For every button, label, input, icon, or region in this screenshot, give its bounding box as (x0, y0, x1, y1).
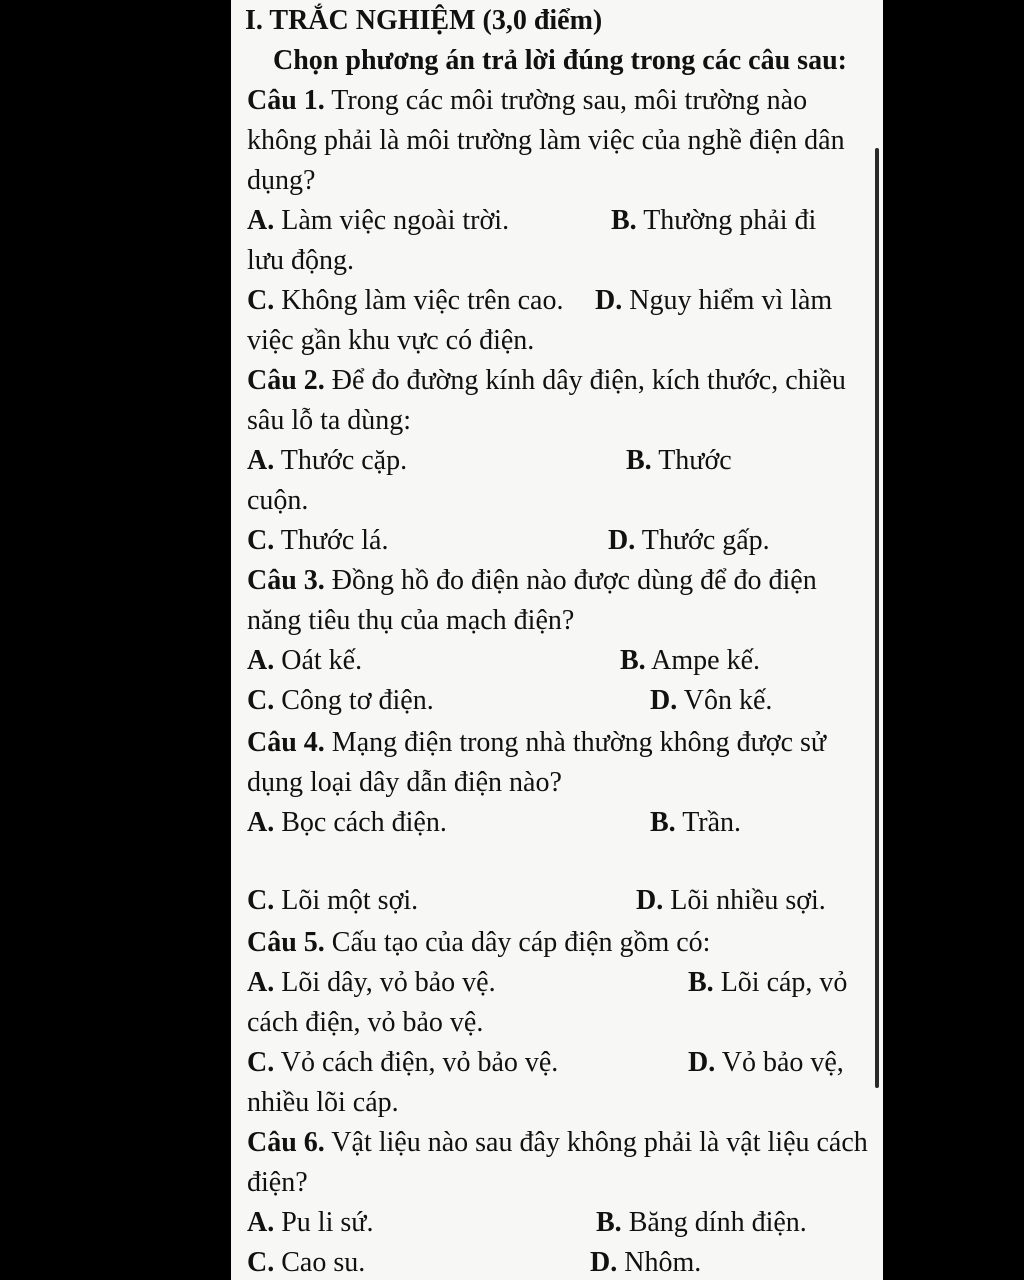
question-2-stem-line-1: Câu 2. Để đo đường kính dây điện, kích thước, chiều (247, 365, 846, 396)
vertical-scrollbar[interactable] (875, 148, 879, 1088)
question-4-option-a[interactable]: A. Bọc cách điện. (247, 807, 447, 838)
question-2-option-b-continued: cuộn. (247, 485, 309, 516)
question-5-option-d[interactable]: D. Vỏ bảo vệ, (688, 1047, 844, 1078)
question-3-option-a[interactable]: A. Oát kế. (247, 645, 363, 676)
question-3-option-b[interactable]: B. Ampe kế. (620, 645, 761, 676)
question-5-option-b-continued: cách điện, vỏ bảo vệ. (247, 1007, 484, 1038)
question-1-stem-line-1: Câu 1. Trong các môi trường sau, môi trường nào (247, 85, 808, 116)
question-1-option-b-continued: lưu động. (247, 245, 354, 276)
question-6-option-a[interactable]: A. Pu li sứ. (247, 1207, 374, 1238)
question-3-option-d[interactable]: D. Vôn kế. (650, 685, 773, 716)
question-3-option-c[interactable]: C. Công tơ điện. (247, 685, 434, 716)
question-1-option-a[interactable]: A. Làm việc ngoài trời. (247, 205, 510, 236)
question-6-stem-line-1: Câu 6. Vật liệu nào sau đây không phải là vật liệu cách (247, 1127, 868, 1158)
question-2-stem-line-2: sâu lỗ ta dùng: (247, 405, 412, 436)
question-1-stem-line-3: dụng? (247, 165, 316, 196)
question-6-option-c[interactable]: C. Cao su. (247, 1247, 366, 1278)
question-5-option-c[interactable]: C. Vỏ cách điện, vỏ bảo vệ. (247, 1047, 559, 1078)
question-4-option-b[interactable]: B. Trần. (650, 807, 742, 838)
question-4-stem-line-1: Câu 4. Mạng điện trong nhà thường không được sử (247, 727, 827, 758)
question-4-stem-line-2: dụng loại dây dẫn điện nào? (247, 767, 562, 798)
instructions: Chọn phương án trả lời đúng trong các câu sau: (273, 45, 847, 76)
section-title: I. TRẮC NGHIỆM (3,0 điểm) (245, 5, 603, 36)
question-5-stem-line-1: Câu 5. Cấu tạo của dây cáp điện gồm có: (247, 927, 711, 958)
question-5-option-b[interactable]: B. Lõi cáp, vỏ (688, 967, 848, 998)
question-4-option-c[interactable]: C. Lõi một sợi. (247, 885, 419, 916)
question-6-option-b[interactable]: B. Băng dính điện. (596, 1207, 807, 1238)
question-2-option-a[interactable]: A. Thước cặp. (247, 445, 408, 476)
question-4-option-d[interactable]: D. Lõi nhiều sợi. (636, 885, 826, 916)
question-1-option-d[interactable]: D. Nguy hiểm vì làm (595, 285, 833, 316)
question-6-option-d[interactable]: D. Nhôm. (590, 1247, 702, 1278)
question-3-stem-line-1: Câu 3. Đồng hồ đo điện nào được dùng để đo điện (247, 565, 817, 596)
question-2-option-c[interactable]: C. Thước lá. (247, 525, 389, 556)
question-1-stem-line-2: không phải là môi trường làm việc của nghề điện dân (247, 125, 845, 156)
question-1-option-b[interactable]: B. Thường phải đi (611, 205, 817, 236)
question-2-option-b[interactable]: B. Thước (626, 445, 732, 476)
question-6-stem-line-2: điện? (247, 1167, 308, 1198)
question-3-stem-line-2: năng tiêu thụ của mạch điện? (247, 605, 575, 636)
question-1-option-d-continued: việc gần khu vực có điện. (247, 325, 535, 356)
question-2-option-d[interactable]: D. Thước gấp. (608, 525, 770, 556)
question-5-option-a[interactable]: A. Lõi dây, vỏ bảo vệ. (247, 967, 496, 998)
question-5-option-d-continued: nhiều lõi cáp. (247, 1087, 399, 1118)
question-1-option-c[interactable]: C. Không làm việc trên cao. (247, 285, 564, 316)
exam-page (231, 0, 883, 1280)
